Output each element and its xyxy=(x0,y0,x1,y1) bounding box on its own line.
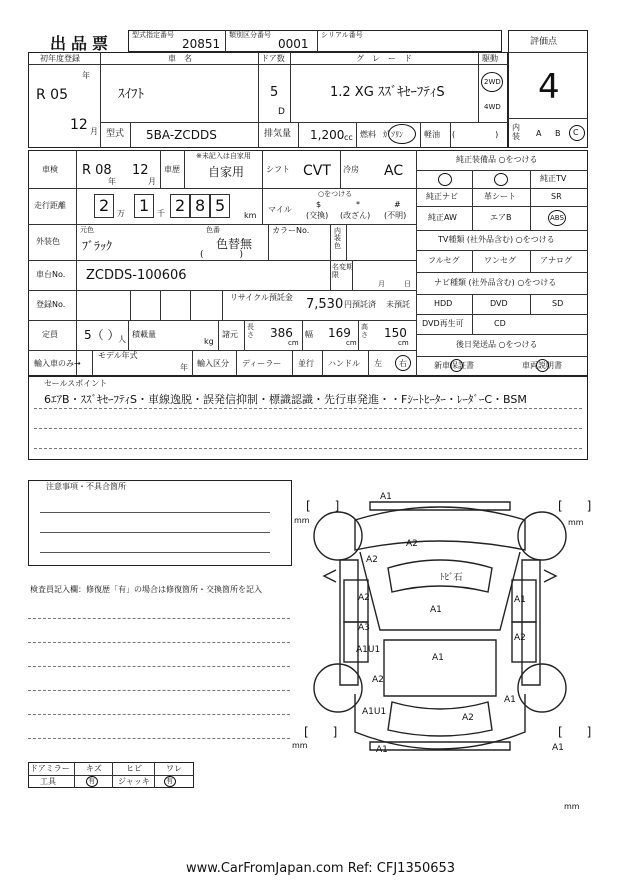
chassis-value: ZCDDS-100606 xyxy=(86,268,187,283)
mark-rr-door: A2 xyxy=(514,633,526,643)
eq-airbag: エアB xyxy=(490,213,512,222)
sheet-title: 出品票 xyxy=(50,34,114,53)
mark-front-bumper: A1 xyxy=(380,492,392,502)
length-value: 386 xyxy=(270,326,293,340)
navi-dvd: DVD xyxy=(490,299,508,308)
color-change-value: 色替無 xyxy=(216,237,253,251)
sales-point-label: セールスポイント xyxy=(44,379,108,388)
tool-kizu: キズ xyxy=(86,764,102,773)
ac-value: AC xyxy=(384,163,404,179)
tool-tools-have: 有 xyxy=(88,777,95,785)
recycle-value: 7,530 xyxy=(306,297,344,312)
reg-change-month: 月 xyxy=(378,280,385,288)
mark-rr-fender: A1 xyxy=(504,695,516,705)
mileage-opt-unknown: (不明) xyxy=(384,211,407,220)
tool-hibi: ヒビ xyxy=(126,764,142,773)
load-label: 積載量 xyxy=(132,330,156,339)
shift-label: シフト xyxy=(266,165,290,174)
recycle-not: 未預託 xyxy=(386,300,410,309)
displacement-label: 排気量 xyxy=(264,129,292,139)
mileage-digit-3: 2 xyxy=(175,196,186,215)
mark-trunk-top: A1 xyxy=(432,653,444,663)
doors-value: 5 xyxy=(270,85,279,100)
score-label: 評価点 xyxy=(530,37,558,47)
capacity-label: 定員 xyxy=(42,330,58,339)
mileage-opt1-sym: $ xyxy=(316,200,322,209)
class-label: 類別区分番号 xyxy=(229,31,271,39)
fuel-label: 燃料 xyxy=(360,130,376,139)
drive-label: 駆動 xyxy=(482,54,498,63)
tire-rl-mm: mm xyxy=(292,741,308,750)
grade-label: グ レ ー ド xyxy=(356,54,412,63)
grade-value: 1.2 XG ｽｽﾞｷｾｰﾌﾃｨS xyxy=(330,85,445,100)
tool-mirror: ドアミラー xyxy=(30,764,70,773)
height-label: 高さ xyxy=(361,323,368,339)
model-year-label: モデル年式 xyxy=(98,351,138,360)
score-value: 4 xyxy=(538,67,560,107)
sales-point-text: 6ｴｱB・ｽｽﾞｷｾｰﾌﾃｨS・車線逸脱・誤発信抑制・標識認識・先行車発進・・Fｼｰﾄﾋｰﾀｰ・ﾚｰﾀﾞｰC・BSM xyxy=(44,393,527,406)
mark-hood: A2 xyxy=(406,539,418,549)
color-no2-label: カラーNo. xyxy=(272,226,310,235)
tire-fl-bracket: [ ] xyxy=(306,499,340,513)
mark-rl-door: A3 xyxy=(358,623,370,633)
mileage-opt2-sym: * xyxy=(356,200,360,209)
tool-tools: 工具 xyxy=(40,777,56,786)
mark-fr-door: A1 xyxy=(514,595,526,605)
plate-label: 登録No. xyxy=(36,300,66,309)
type-cert-label: 型式指定番号 xyxy=(132,31,174,39)
handle-right: 右 xyxy=(399,359,407,368)
mileage-digit-1: 2 xyxy=(99,196,110,215)
history-value: 自家用 xyxy=(208,165,245,179)
mark-fl-door: A2 xyxy=(358,593,370,603)
mark-rl-fender: A2 xyxy=(372,675,384,685)
navi-dvd-player: DVD再生可 xyxy=(422,319,464,328)
tv-type-label: TV種類 (社外品含む) ○をつける xyxy=(438,235,555,244)
mileage-digit-5: 5 xyxy=(215,196,226,215)
eq-tv: 純正TV xyxy=(540,174,567,183)
tv-analog: アナログ xyxy=(540,256,572,265)
eq-leather: 革シート xyxy=(484,192,516,201)
tire-fr-mm: mm xyxy=(568,518,584,527)
length-unit: cm xyxy=(288,339,299,347)
history-note: ※未記入は自家用 xyxy=(196,152,251,160)
navi-type-label: ナビ種類 (社外品含む) ○をつける xyxy=(434,278,557,287)
mileage-opt-tampered: (改ざん) xyxy=(340,211,371,220)
fuel-gas: ｶﾞｿﾘﾝ xyxy=(383,130,403,139)
first-reg-year-suffix: 年 xyxy=(82,71,90,80)
capacity-unit: 人 xyxy=(118,335,126,344)
recycle-label-1: リサイクル預託金 xyxy=(230,293,293,302)
displacement-value: 1,200 xyxy=(310,128,345,142)
height-value: 150 xyxy=(384,326,407,340)
navi-sd: SD xyxy=(552,299,564,308)
first-reg-label: 初年度登録 xyxy=(40,54,80,63)
tool-jack-have: 有 xyxy=(166,777,173,785)
eq-aw: 純正AW xyxy=(428,213,457,222)
chassis-label: 車台No. xyxy=(36,270,66,279)
tire-rr-bracket: [ ] xyxy=(558,725,592,739)
tv-oneseg: ワンセグ xyxy=(484,256,516,265)
mileage-digit-2: 1 xyxy=(139,196,150,215)
first-reg-month: 12 xyxy=(70,117,88,133)
recycle-unit: 円預託済 xyxy=(344,300,376,309)
eq-sunroof: SR xyxy=(551,192,562,201)
navi-hdd: HDD xyxy=(434,299,453,308)
equipment-label: 純正装備品 ○をつける xyxy=(456,155,538,164)
dims-label: 諸元 xyxy=(222,330,238,339)
mark-roof-note: ﾄﾋﾞ石 xyxy=(440,573,463,583)
mark-rl-sill: A1U1 xyxy=(356,645,381,655)
later-manual: 車両説明書 xyxy=(522,361,562,370)
interior-c: C xyxy=(573,128,579,137)
tv-fullseg: フルセグ xyxy=(428,256,460,265)
first-reg-month-suffix: 月 xyxy=(90,127,98,136)
import-dealer: ディーラー xyxy=(242,359,282,368)
first-reg-era: R 05 xyxy=(36,87,68,103)
interior-a: A xyxy=(536,129,542,138)
interior-label: 内装 xyxy=(512,123,520,141)
mileage-select-note: ○をつける xyxy=(318,190,353,198)
mark-roof-mid: A1 xyxy=(430,605,442,615)
car-name: ｽｲﾌﾄ xyxy=(118,87,144,102)
load-unit: kg xyxy=(204,337,214,346)
doors-label: ドア数 xyxy=(261,54,285,63)
mark-rear-bumper: A1 xyxy=(376,745,388,755)
car-name-label: 車 名 xyxy=(168,54,192,63)
navi-cd: CD xyxy=(494,319,506,328)
import-label: 輸入車のみ→ xyxy=(34,359,81,368)
eq-navi: 純正ナビ xyxy=(426,192,458,201)
orig-color-value: ﾌﾞﾗｯｸ xyxy=(82,239,113,253)
tool-jack: ジャッキ xyxy=(118,777,150,786)
model-label: 型式 xyxy=(106,129,125,139)
car-damage-diagram xyxy=(300,480,600,810)
mark-rr-corner: A1 xyxy=(552,743,564,753)
import-type-label: 輸入区分 xyxy=(197,359,229,368)
orig-color-label: 元色 xyxy=(80,226,94,234)
tool-ware: ワレ xyxy=(166,764,182,773)
model-value: 5BA-ZCDDS xyxy=(146,128,217,142)
inspection-month-suffix: 月 xyxy=(148,177,156,186)
mileage-unit: km xyxy=(244,211,257,220)
model-year-unit: 年 xyxy=(180,363,188,372)
history-label: 車歴 xyxy=(164,165,180,174)
later-warranty: 新車保証書 xyxy=(434,361,474,370)
displacement-unit: cc xyxy=(344,133,353,142)
tire-rl-bracket: [ ] xyxy=(304,725,338,739)
handle-left: 左 xyxy=(374,359,382,368)
inspection-value: R 08 xyxy=(82,163,112,178)
mileage-opt3-sym: # xyxy=(394,200,401,209)
footer-ref: www.CarFromJapan.com Ref: CFJ1350653 xyxy=(186,861,456,876)
inspection-month: 12 xyxy=(132,163,149,178)
class-value: 0001 xyxy=(278,37,309,51)
mark-rear-left: A1U1 xyxy=(362,707,387,717)
mileage-digit-4: 8 xyxy=(195,196,206,215)
eq-abs: ABS xyxy=(550,214,564,222)
mileage-label: 走行距離 xyxy=(34,201,66,210)
mileage-opt-exchange: (交換) xyxy=(306,211,329,220)
sr-circle-1 xyxy=(438,173,452,186)
shift-value: CVT xyxy=(303,163,331,179)
height-unit: cm xyxy=(398,339,409,347)
inspection-label: 車検 xyxy=(42,165,58,174)
mark-trunk: A2 xyxy=(462,713,474,723)
capacity-value: 5（ ） xyxy=(84,328,120,342)
mark-fl-fender: A2 xyxy=(366,555,378,565)
exterior-color-label: 外装色 xyxy=(36,237,60,246)
serial-label: シリアル番号 xyxy=(321,31,363,39)
caution-label: 注意事項・不具合箇所 xyxy=(46,482,126,491)
inspector-label: 検査員記入欄：修復歴「有」の場合は修復箇所・交換箇所を記入 xyxy=(30,585,262,594)
caution-box xyxy=(28,480,292,566)
type-cert-value: 20851 xyxy=(182,37,221,51)
width-unit: cm xyxy=(346,339,357,347)
width-label: 幅 xyxy=(305,330,313,339)
color-no-label: 色番 xyxy=(206,226,220,234)
fuel-diesel: 軽油 xyxy=(424,130,440,139)
mileage-unit-label: マイル xyxy=(268,205,292,214)
tire-rr-mm: mm xyxy=(564,802,580,811)
sr-circle-2 xyxy=(494,173,508,186)
length-label: 長さ xyxy=(247,323,254,339)
reg-change-label: 名変期限 xyxy=(332,263,353,279)
import-parallel: 並行 xyxy=(298,359,314,368)
width-value: 169 xyxy=(328,326,351,340)
inspection-year-suffix: 年 xyxy=(108,177,116,186)
tire-fr-bracket: [ ] xyxy=(558,499,592,513)
interior-color-label: 内装色 xyxy=(334,227,341,250)
mileage-sen: 千 xyxy=(157,209,165,218)
doors-d: D xyxy=(278,107,285,117)
fuel-other: ( ) xyxy=(452,130,499,139)
interior-b: B xyxy=(555,129,561,138)
drive-4wd: 4WD xyxy=(484,103,501,111)
later-label: 後日発送品 ○をつける xyxy=(456,340,538,349)
ac-label: 冷房 xyxy=(343,165,359,174)
drive-2wd: 2WD xyxy=(484,78,501,86)
mileage-man: 万 xyxy=(117,209,125,218)
color-paren: ( ) xyxy=(200,250,244,260)
handle-label: ハンドル xyxy=(328,359,360,368)
tire-fl-mm: mm xyxy=(294,516,310,525)
reg-change-day: 日 xyxy=(404,280,411,288)
